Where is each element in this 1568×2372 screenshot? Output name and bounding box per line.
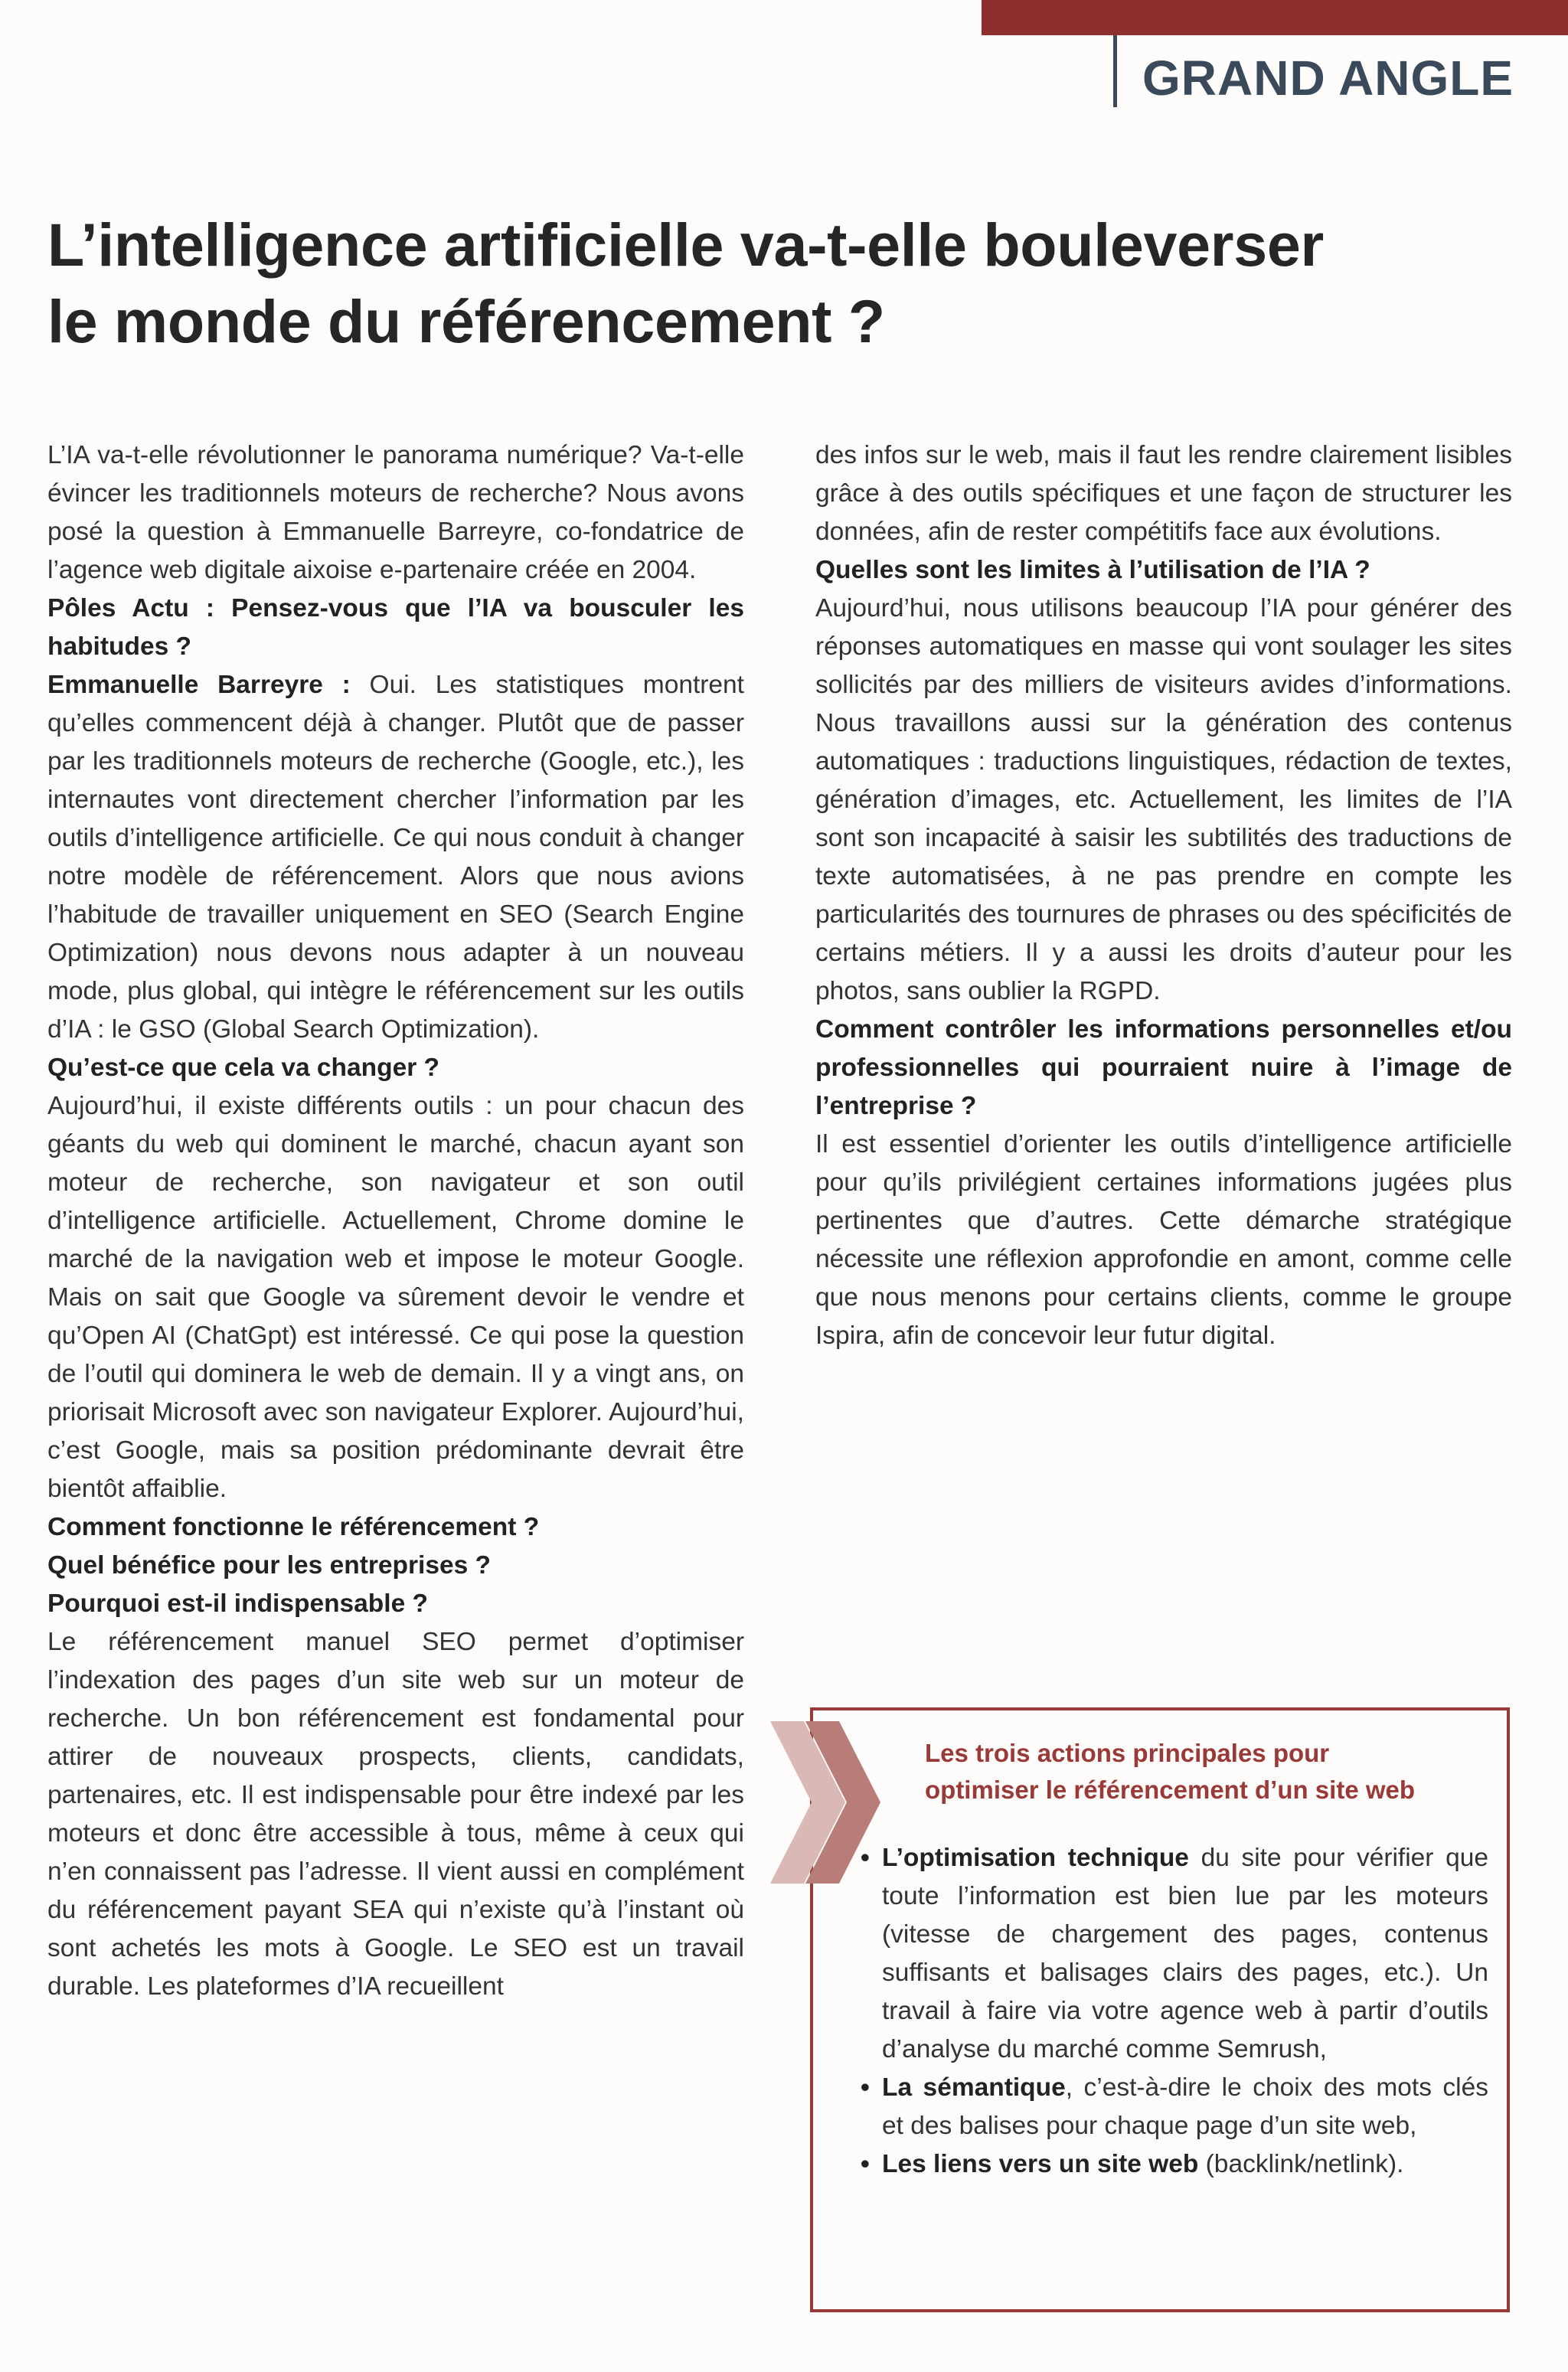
article-right-column: [815, 436, 1512, 1355]
key-action-text: du site pour vérifier que toute l’information est bien lue par les moteurs (vitesse de chargement des pages, contenus suffisants et balisages clairs des pages, etc.). Un travail à faire via votre agence web à partir d’outils d’analyse du marché comme Semrush,: [882, 1844, 1489, 2063]
answer-4: Aujourd’hui, nous utilisons beaucoup l’IA pour générer des réponses automatiques en masse qui vont soulager les sites sollicités par des milliers de visiteurs avides d’informations. Nous travaillons aussi sur la génération des contenus automatiques : traductions linguistiques, rédaction de textes, génération d’images, etc. Actuellement, les limites de l’IA sont son incapacité à saisir les subtilités des traductions de texte automatisées, à ne pas prendre en compte les particularités des tournures de phrases ou des spécificités de certains métiers. Il y a aussi les droits d’auteur pour les photos, sans oublier la RGPD.: [815, 594, 1512, 1005]
answer-2: Aujourd’hui, il existe différents outils : un pour chacun des géants du web qui dominent le marché, chacun ayant son moteur de recherche, son navigateur et son outil d’intelligence artificielle. Actuellement, Chrome domine le marché de la navigation web et impose le moteur Google. Mais on sait que Google va sûrement devoir le vendre et qu’Open AI (ChatGpt) est intéressé. Ce qui pose la question de l’outil qui dominera le web de demain. Il y a vingt ans, on priorisait Microsoft avec son navigateur Explorer. Aujourd’hui, c’est Google, mais sa position prédominante devrait être bientôt affaiblie.: [47, 1092, 744, 1503]
question-3: [47, 1508, 744, 1623]
article-title-line-2: le monde du référencement ?: [47, 287, 885, 355]
key-actions-list: [861, 1839, 1488, 2184]
article-intro: L’IA va-t-elle révolutionner le panorama numérique? Va-t-elle évincer les traditionnels moteurs de recherche? Nous avons posé la question à Emmanuelle Barreyre, co-fondatrice de l’agence web digitale aixoise e-partenaire créée en 2004.: [47, 441, 744, 584]
key-action-text: (backlink/netlink).: [1198, 2150, 1404, 2178]
answer-1-speaker: Emmanuelle Barreyre :: [47, 671, 351, 699]
answer-3: Le référencement manuel SEO permet d’optimiser l’indexation des pages d’un site web sur un moteur de recherche. Un bon référencement est fondamental pour attirer de nouveaux prospects, clients, candidats, partenaires, etc. Il est indispensable pour être indexé par les moteurs et donc être accessible à tous, même à ceux qui n’en connaissent pas l’adresse. Il vient aussi en complément du référencement payant SEA qui n’existe qu’à l’instant où sont achetés les mots à Google. Le SEO est un travail durable. Les plateformes d’IA recueillent: [47, 1628, 744, 2001]
key-action-text: , c’est-à-dire le choix des mots clés et des balises pour chaque page d’un site web,: [882, 2073, 1488, 2140]
article-left-column: [47, 436, 744, 2006]
double-chevron-icon: [767, 1717, 882, 1888]
answer-1: [47, 666, 744, 1049]
article-title-line-1: L’intelligence artificielle va-t-elle bouleverser: [47, 211, 1324, 279]
section-divider: [1113, 35, 1117, 107]
bullet-icon: •: [861, 1844, 870, 1872]
key-actions-title-line-2: optimiser le référencement d’un site web: [925, 1776, 1416, 1804]
key-actions-title: [925, 1735, 1491, 1808]
question-3-line-1: Comment fonctionne le référencement ?: [47, 1513, 540, 1541]
key-actions-box: [810, 1707, 1510, 2312]
key-action-heading: La sémantique: [882, 2073, 1066, 2102]
question-2: Qu’est-ce que cela va changer ?: [47, 1054, 440, 1082]
answer-5: Il est essentiel d’orienter les outils d’intelligence artificielle pour qu’ils privilégient certaines informations jugées plus pertinentes que d’autres. Cette démarche stratégique nécessite une réflexion approfondie en amont, comme celle que nous menons pour certains clients, comme le groupe Ispira, afin de concevoir leur futur digital.: [815, 1130, 1512, 1350]
key-action-item: [861, 2069, 1488, 2145]
key-action-item: [861, 1839, 1488, 2069]
key-action-heading: Les liens vers un site web: [882, 2150, 1199, 2178]
answer-3-continued: des infos sur le web, mais il faut les rendre clairement lisibles grâce à des outils spécifiques et une façon de structurer les données, afin de rester compétitifs face aux évolutions.: [815, 441, 1512, 546]
answer-1-text: Oui. Les statistiques montrent qu’elles commencent déjà à changer. Plutôt que de passer par les traditionnels moteurs de recherche (Google, etc.), les internautes vont directement chercher l’information par les outils d’intelligence artificielle. Ce qui nous conduit à changer notre modèle de référencement. Alors que nous avions l’habitude de travailler uniquement en SEO (Search Engine Optimization) nous devons nous adapter à un nouveau mode, plus global, qui intègre le référencement sur les outils d’IA : le GSO (Global Search Optimization).: [47, 671, 744, 1044]
question-4: Quelles sont les limites à l’utilisation de l’IA ?: [815, 556, 1370, 584]
key-action-heading: L’optimisation technique: [882, 1844, 1189, 1872]
header-accent-bar: [982, 0, 1568, 35]
bullet-icon: •: [861, 2150, 870, 2178]
bullet-icon: •: [861, 2073, 870, 2102]
article-title: [47, 207, 1502, 360]
section-label: GRAND ANGLE: [1142, 51, 1514, 106]
question-5: Comment contrôler les informations personnelles et/ou professionnelles qui pourraient nuire à l’image de l’entreprise ?: [815, 1015, 1512, 1120]
question-3-line-3: Pourquoi est-il indispensable ?: [47, 1590, 428, 1618]
question-3-line-2: Quel bénéfice pour les entreprises ?: [47, 1551, 491, 1580]
key-actions-title-line-1: Les trois actions principales pour: [925, 1739, 1330, 1767]
question-1: Pôles Actu : Pensez-vous que l’IA va bousculer les habitudes ?: [47, 594, 744, 661]
key-action-item: [861, 2145, 1488, 2184]
